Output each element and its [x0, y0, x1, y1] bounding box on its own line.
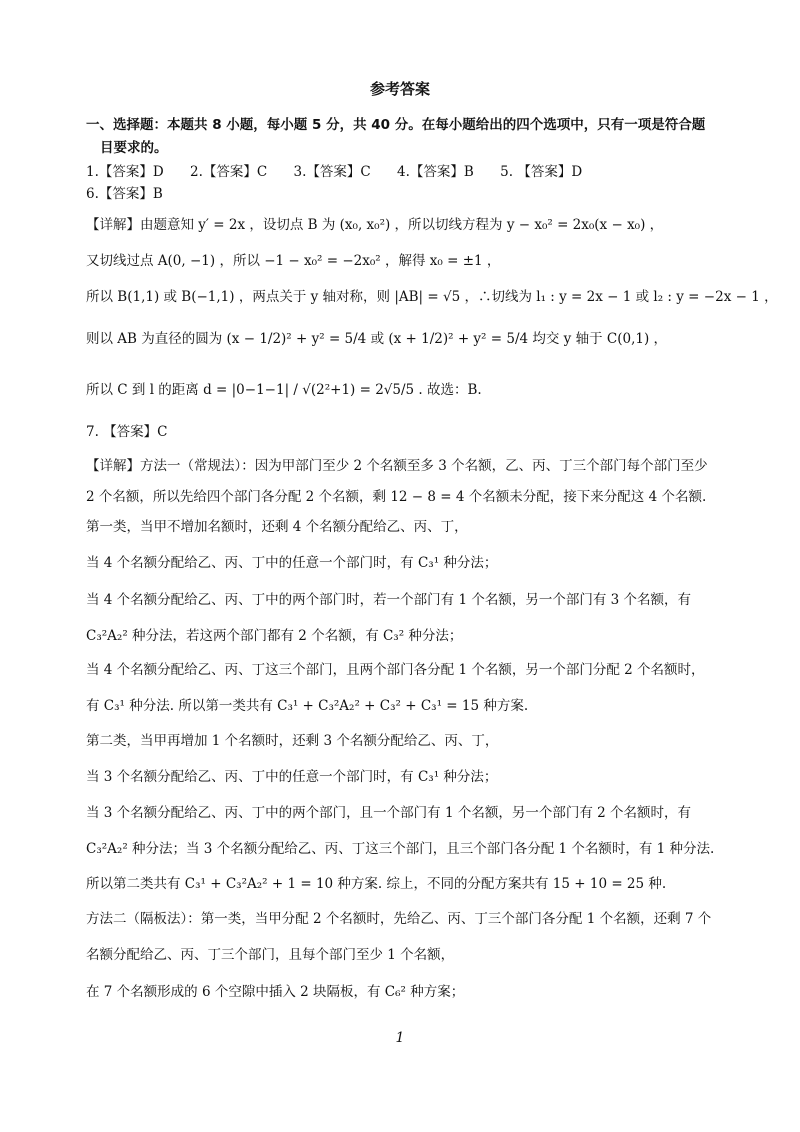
answer-3: 3.【答案】C — [293, 164, 371, 180]
q7-line-10: 当 3 个名额分配给乙、丙、丁中的任意一个部门时，有 C₃¹ 种分法； — [86, 769, 498, 785]
q7-line-12: C₃²A₂² 种分法；当 3 个名额分配给乙、丙、丁这三个部门，且三个部门各分配 1 个名额时，有 1 种分法. — [86, 841, 715, 857]
q7-line-2: 2 个名额，所以先给四个部门各分配 2 个名额，剩 12 − 8 = 4 个名额未分配，接下来分配这 4 个名额. — [86, 489, 707, 505]
q7-line-13: 所以第二类共有 C₃¹ + C₃²A₂² + 1 = 10 种方案. 综上，不同的分配方案共有 15 + 10 = 25 种. — [86, 876, 667, 892]
q7-line-8: 有 C₃¹ 种分法. 所以第一类共有 C₃¹ + C₃²A₂² + C₃² + C₃¹ = 15 种方案. — [86, 698, 529, 714]
q7-line-7: 当 4 个名额分配给乙、丙、丁这三个部门，且两个部门各分配 1 个名额，另一个部门分配 2 个名额时， — [86, 662, 705, 678]
section-heading-line-2: 目要求的。 — [100, 140, 168, 156]
answer-1: 1.【答案】D — [86, 164, 164, 180]
q7-line-15: 名额分配给乙、丙、丁三个部门，且每个部门至少 1 个名额， — [86, 947, 455, 963]
q7-line-14: 方法二（隔板法）：第一类，当甲分配 2 个名额时，先给乙、丙、丁三个部门各分配 1 个名额，还剩 7 个 — [86, 911, 712, 927]
q6-line-2: 又切线过点 A(0, −1) ，所以 −1 − x₀² = −2x₀² ，解得 x₀ = ±1 ， — [86, 253, 501, 269]
section-heading-line-1: 一、选择题：本题共 8 小题，每小题 5 分，共 40 分。在每小题给出的四个选项中，只有一项是符合题 — [86, 117, 706, 133]
q7-line-6: C₃²A₂² 种分法，若这两个部门都有 2 个名额，有 C₃² 种分法； — [86, 628, 463, 644]
q6-line-3: 所以 B(1,1) 或 B(−1,1) ，两点关于 y 轴对称，则 |AB| = √5 ，∴切线为 l₁ : y = 2x − 1 或 l₂ : y = −2x − 1 ， — [86, 289, 778, 305]
q7-line-16: 在 7 个名额形成的 6 个空隙中插入 2 块隔板，有 C₆² 种方案； — [86, 984, 465, 1000]
q7-line-11: 当 3 个名额分配给乙、丙、丁中的两个部门，且一个部门有 1 个名额，另一个部门有 2 个名额时，有 — [86, 805, 692, 821]
page-number: 1 — [395, 1030, 405, 1046]
q7-line-9: 第二类，当甲再增加 1 个名额时，还剩 3 个名额分配给乙、丙、丁， — [86, 733, 499, 749]
q6-answer: 6.【答案】B — [86, 186, 163, 202]
answers-row — [86, 163, 760, 181]
page-title: 参考答案 — [369, 80, 430, 98]
q7-line-1: 【详解】方法一（常规法）：因为甲部门至少 2 个名额至多 3 个名额，乙、丙、丁三个部门每个部门至少 — [86, 458, 708, 474]
q6-line-5: 所以 C 到 l 的距离 d = |0−1−1| / √(2²+1) = 2√5/5 . 故选：B. — [86, 382, 482, 398]
answer-5: 5. 【答案】D — [500, 164, 583, 180]
answer-2: 2.【答案】C — [190, 164, 268, 180]
q7-line-3: 第一类，当甲不增加名额时，还剩 4 个名额分配给乙、丙、丁， — [86, 519, 468, 535]
q6-line-1: 【详解】由题意知 y′ = 2x ，设切点 B 为 (x₀, x₀²) ，所以切线方程为 y − x₀² = 2x₀(x − x₀) ， — [86, 217, 664, 233]
q7-line-4: 当 4 个名额分配给乙、丙、丁中的任意一个部门时，有 C₃¹ 种分法； — [86, 555, 498, 571]
answer-4: 4.【答案】B — [397, 164, 474, 180]
q7-line-5: 当 4 个名额分配给乙、丙、丁中的两个部门时，若一个部门有 1 个名额，另一个部门有 3 个名额，有 — [86, 592, 692, 608]
q7-answer: 7. 【答案】C — [86, 424, 168, 440]
q6-line-4: 则以 AB 为直径的圆为 (x − 1/2)² + y² = 5/4 或 (x + 1/2)² + y² = 5/4 均交 y 轴于 C(0,1) ， — [86, 331, 668, 347]
